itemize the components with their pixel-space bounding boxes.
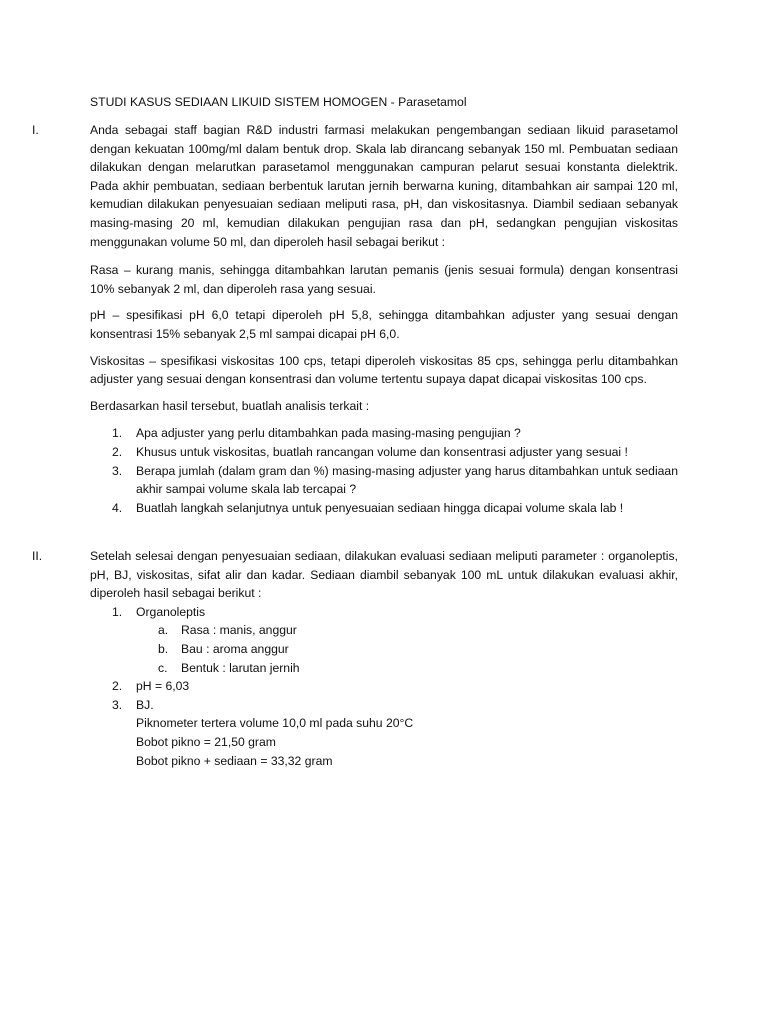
question-item: 1. Apa adjuster yang perlu ditambahkan pada masing-masing pengujian ? xyxy=(112,426,521,441)
question-item: 3. Berapa jumlah (dalam gram dan %) masing-masing adjuster yang harus ditambahkan untuk sediaan akhir sampai volume skala lab tercapai ? xyxy=(112,463,678,497)
organoleptis-subitem: c. Bentuk : larutan jernih xyxy=(158,660,300,675)
ph-paragraph: pH – spesifikasi pH 6,0 tetapi diperoleh pH 5,8, sehingga ditambahkan adjuster yang sesuai dengan konsentrasi 15% sebanyak 2,5 ml sampai dicapai pH 6,0. xyxy=(90,308,678,341)
organoleptis-subitem: a. Rasa : manis, anggur xyxy=(158,623,297,638)
section-2-intro: Setelah selesai dengan penyesuaian sediaan, dilakukan evaluasi sediaan meliputi parameter : organoleptis, pH, BJ, viskositas, sifat alir dan kadar. Sediaan diambil sebanyak 100 mL untuk dilakukan evaluasi akhir, diperoleh hasil sebagai berikut : xyxy=(90,549,678,601)
section-2-numeral: II. xyxy=(32,549,43,563)
bj-piknometer-line: Piknometer tertera volume 10,0 ml pada suhu 20°C xyxy=(136,716,414,731)
bj-bobot-sediaan-line: Bobot pikno + sediaan = 33,32 gram xyxy=(136,753,333,768)
organoleptis-sublist xyxy=(90,621,678,677)
viskositas-paragraph: Viskositas – spesifikasi viskositas 100 cps, tetapi diperoleh viskositas 85 cps, sehingga perlu ditambahkan adjuster yang sesuai dengan konsentrasi dan volume tertentu supaya dapat dicapai viskositas 100 cps. xyxy=(90,353,678,387)
evaluation-list-cont xyxy=(90,677,678,770)
section-2 xyxy=(32,547,678,770)
section-1 xyxy=(32,121,678,517)
organoleptis-subitem: b. Bau : aroma anggur xyxy=(158,641,289,656)
organoleptis-item: 1. Organoleptis xyxy=(112,604,206,619)
bj-bobot-pikno-line: Bobot pikno = 21,50 gram xyxy=(136,734,276,749)
question-item: 4. Buatlah langkah selanjutnya untuk penyesuaian sediaan hingga dicapai volume skala lab ! xyxy=(112,500,624,515)
section-1-numeral: I. xyxy=(32,123,39,137)
ph-item: 2. pH = 6,03 xyxy=(112,679,190,694)
rasa-paragraph: Rasa – kurang manis, sehingga ditambahkan larutan pemanis (jenis sesuai formula) dengan konsentrasi 10% sebanyak 2 ml, dan diperoleh rasa yang sesuai. xyxy=(90,263,678,296)
section-1-intro: Anda sebagai staff bagian R&D industri farmasi melakukan pengembangan sediaan likuid parasetamol dengan kekuatan 100mg/ml dalam bentuk drop. Skala lab dirancang sebanyak 150 ml. Pembuatan sediaan dilakukan dengan melarutkan parasetamol menggunakan campuran pelarut sesuai konstanta dielektrik. Pada akhir pembuatan, sediaan berbentuk larutan jernih berwarna kuning, ditambahkan air sampai 120 ml, kemudian dilakukan penyesuaian sediaan meliputi rasa, pH, dan viskositasnya. Diambil sediaan sebanyak masing-masing 20 ml, kemudian dilakukan pengujian rasa dan pH, sedangkan pengujian viskositas menggunakan volume 50 ml, dan diperoleh hasil sebagai berikut : xyxy=(90,123,678,249)
document-title: STUDI KASUS SEDIAAN LIKUID SISTEM HOMOGEN - Parasetamol xyxy=(90,95,467,109)
question-item: 2. Khusus untuk viskositas, buatlah rancangan volume dan konsentrasi adjuster yang sesuai ! xyxy=(112,444,628,459)
berdasarkan-paragraph: Berdasarkan hasil tersebut, buatlah analisis terkait : xyxy=(90,398,370,413)
evaluation-list xyxy=(90,603,678,622)
question-list xyxy=(90,424,678,517)
bj-item: 3. BJ. Piknometer tertera volume 10,0 ml pada suhu 20°C Bobot pikno = 21,50 gram Bobot pikno + sediaan = 33,32 gram xyxy=(90,696,678,770)
